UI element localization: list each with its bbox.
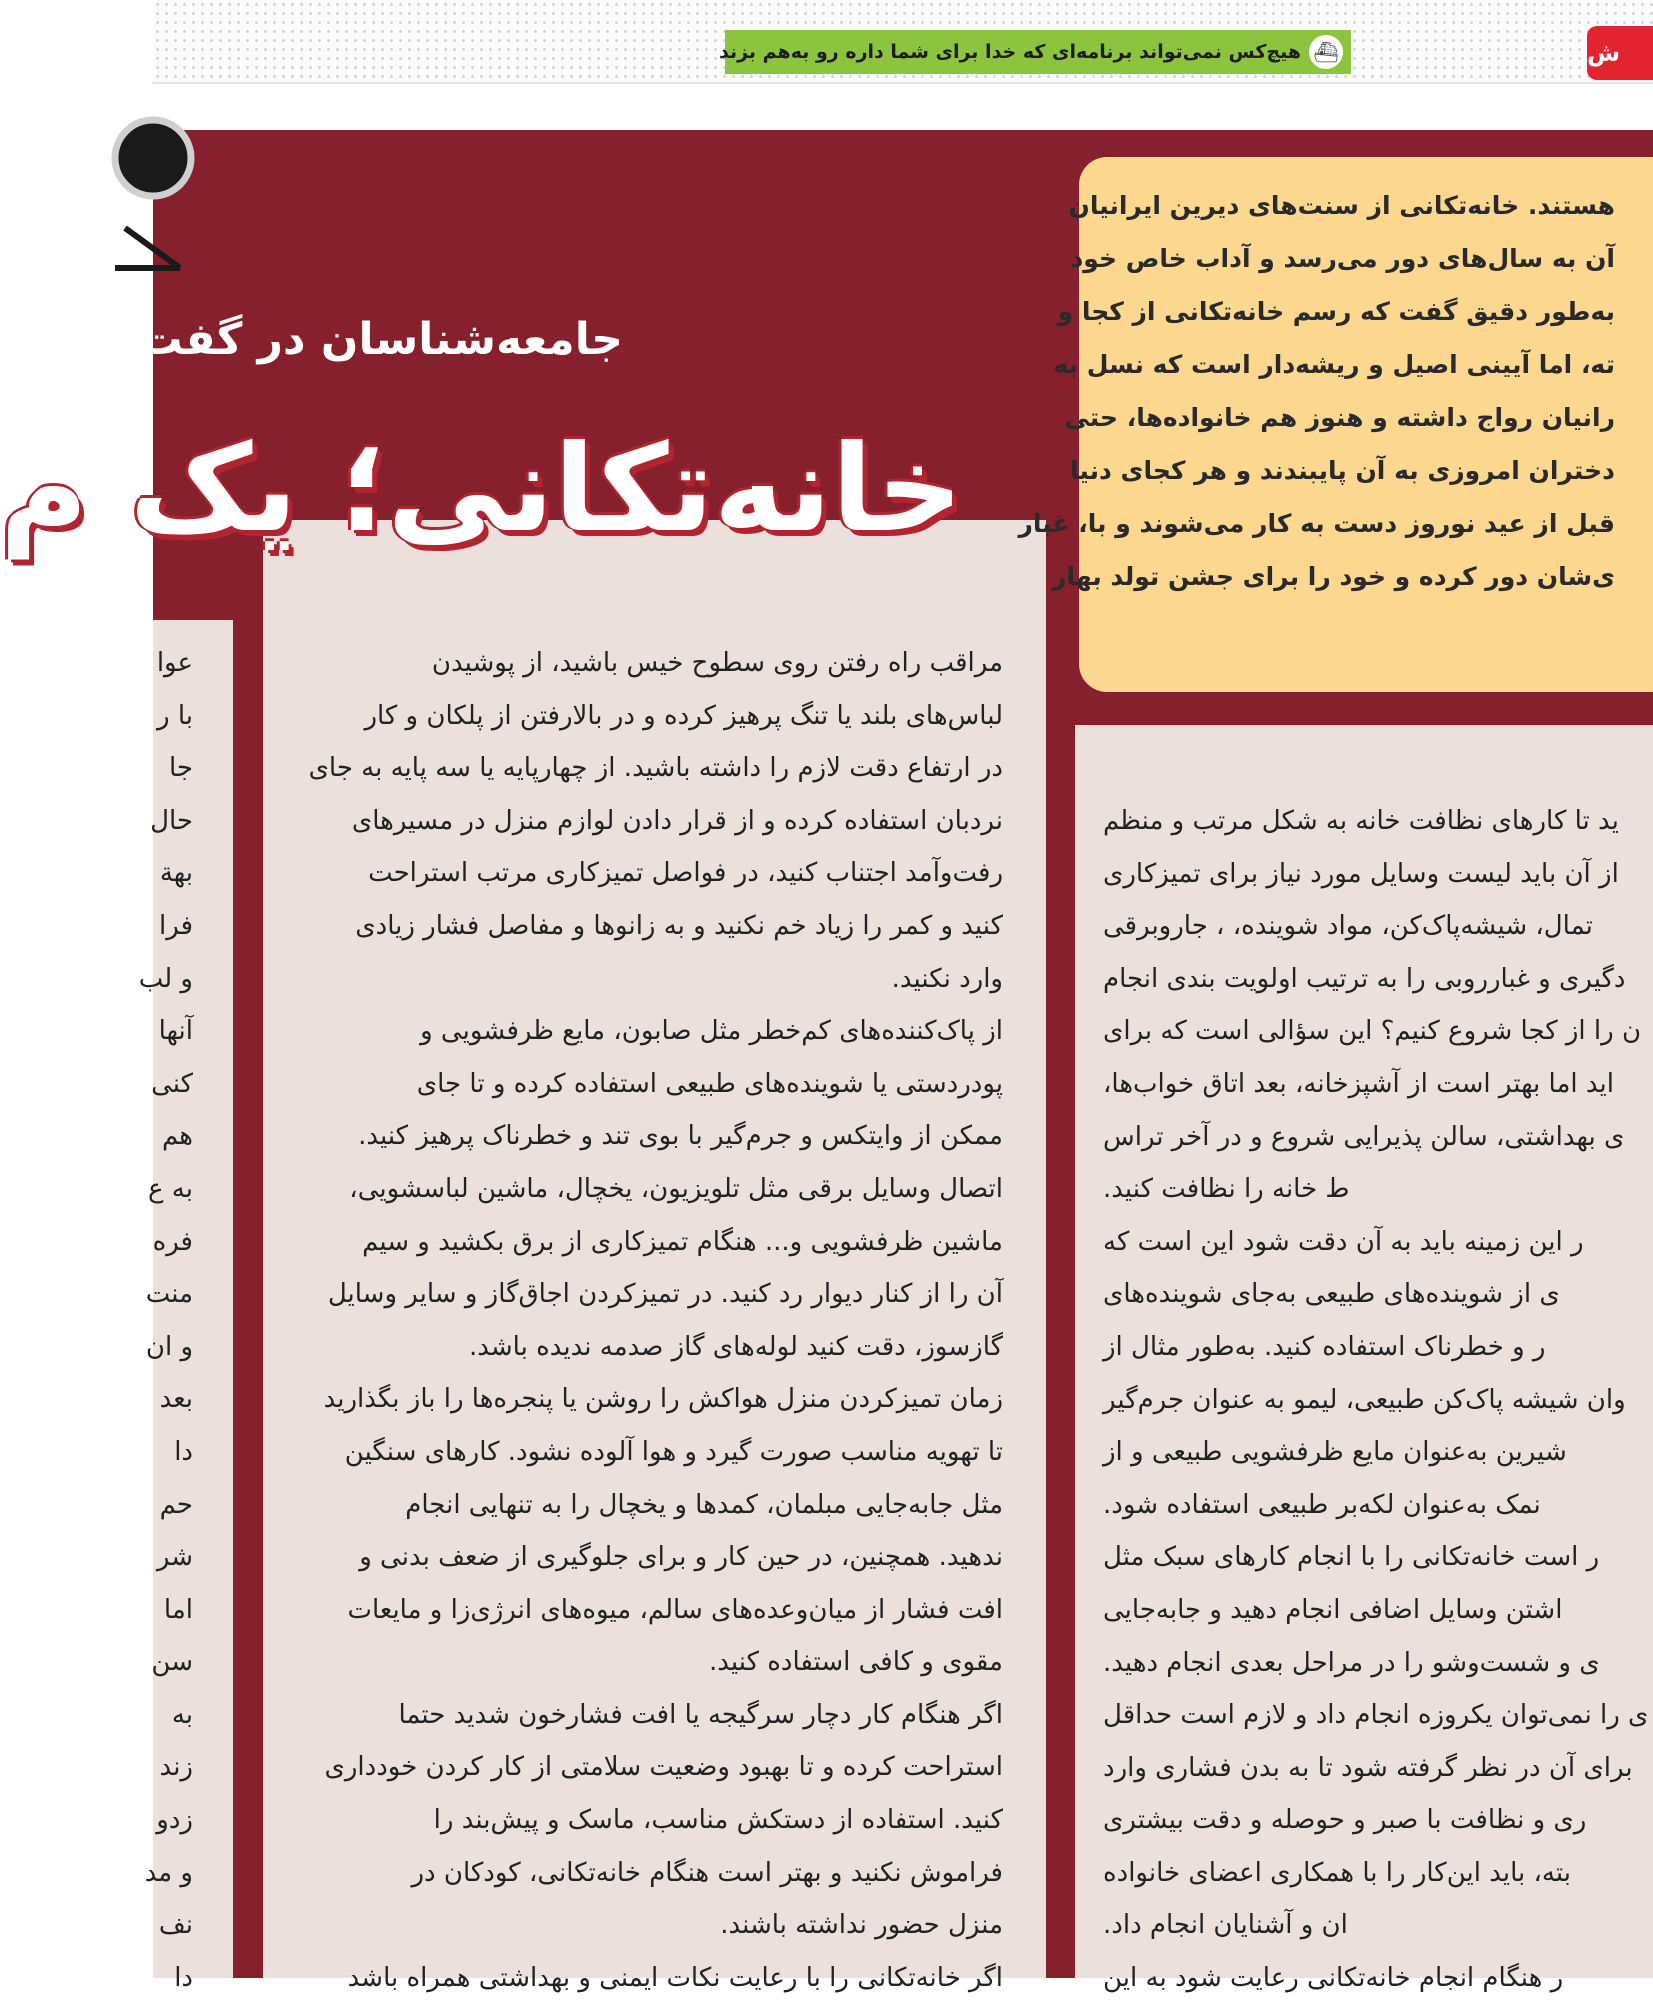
- text-line: گازسوز، دقت کنید لوله‌های گاز صدمه ندیده باشد.: [468, 1331, 1003, 1362]
- text-line: و لب: [138, 963, 193, 994]
- intro-box: [1018, 157, 1653, 692]
- article-kicker-text: جامعه‌شناسان در گفت‌وگ: [66, 314, 623, 365]
- left-column-text: [138, 637, 193, 1993]
- text-line: ری و نظافت با صبر و حوصله و دقت بیشتری: [1103, 1805, 1587, 1836]
- text-line: آن را از کنار دیوار رد کنید. در تمیزکردن اجاق‌گاز و سایر وسایل: [327, 1279, 1003, 1310]
- text-line: نف: [158, 1910, 193, 1941]
- text-line: دا: [174, 1436, 193, 1467]
- text-line: هم: [161, 1121, 193, 1152]
- intro-line: آن به سال‌های دور می‌رسد و آداب خاص خود: [1070, 244, 1615, 273]
- article-headline-text: خانه‌تکانی؛ یک م: [0, 420, 963, 559]
- text-line: فراموش نکنید و بهتر است هنگام خانه‌تکانی، کودکان در: [411, 1857, 1003, 1888]
- text-line: ر هنگام انجام خانه‌تکانی رعایت شود به این: [1103, 1963, 1564, 1994]
- text-line: حال: [150, 805, 193, 836]
- intro-line: به‌طور دقیق گفت که رسم خانه‌تکانی از کجا و: [1057, 297, 1615, 326]
- text-line: زدو: [156, 1805, 193, 1836]
- text-line: زمان تمیزکردن منزل هواکش را روشن یا پنجره‌ها را باز بگذارید: [323, 1384, 1003, 1415]
- text-line: بعد: [159, 1384, 193, 1415]
- text-line: استراحت کرده و تا بهبود وضعیت سلامتی از کار کردن خودداری: [324, 1752, 1003, 1783]
- text-line: در ارتفاع دقت لازم را داشته باشید. از چهارپایه یا سه پایه به جای: [308, 753, 1003, 784]
- text-line: ی از شوینده‌های طبیعی به‌جای شوینده‌های: [1103, 1279, 1560, 1310]
- text-line: ی بهداشتی، سالن پذیرایی شروع و در آخر تراس: [1103, 1121, 1625, 1152]
- text-line: به: [171, 1699, 193, 1730]
- text-line: نمک به‌عنوان لکه‌بر طبیعی استفاده شود.: [1103, 1489, 1541, 1520]
- section-tab: ش: [1587, 26, 1653, 80]
- text-line: ر است خانه‌تکانی را با انجام کارهای سبک مثل: [1103, 1542, 1600, 1573]
- text-line: مثل جابه‌جایی مبلمان، کمدها و یخچال را به تنهایی انجام: [405, 1489, 1003, 1520]
- text-line: اگر خانه‌تکانی را با رعایت نکات ایمنی و بهداشتی همراه باشد: [347, 1962, 1003, 1993]
- ship-icon: ⛴: [1309, 35, 1343, 69]
- intro-line: قبل از عید نوروز دست به کار می‌شوند و با، غبار: [1018, 509, 1615, 538]
- article-kicker: [66, 305, 623, 375]
- text-line: پودردستی یا شوینده‌های طبیعی استفاده کرده و تا جای: [416, 1068, 1003, 1099]
- text-line: برای آن در نظر گرفته شود تا به بدن فشاری وارد: [1103, 1752, 1633, 1783]
- text-line: جا: [169, 753, 193, 784]
- text-line: مقوی و کافی استفاده کنید.: [709, 1647, 1003, 1678]
- text-line: کنید. استفاده از دستکش مناسب، ماسک و پیش‌بند را: [433, 1805, 1003, 1836]
- text-line: ر این زمینه باید به آن دقت شود این است که: [1103, 1226, 1584, 1257]
- text-line: فره: [152, 1226, 193, 1257]
- text-line: ان و آشنایان انجام داد.: [1103, 1910, 1348, 1941]
- text-line: اید اما بهتر است از آشپزخانه، بعد اتاق خواب‌ها،: [1103, 1068, 1614, 1099]
- text-line: وان شیشه پاک‌کن طبیعی، لیمو به عنوان جرم‌گیر: [1103, 1384, 1626, 1415]
- text-line: با ر: [157, 700, 193, 731]
- text-line: ن را از کجا شروع کنیم؟ این سؤالی است که برای: [1103, 1016, 1642, 1047]
- text-line: بهة: [159, 858, 193, 889]
- text-line: ماشین ظرفشویی و... هنگام تمیزکاری از برق بکشید و سیم: [362, 1226, 1003, 1257]
- text-line: اتصال وسایل برقی مثل تلویزیون، یخچال، ماشین لباسشویی،: [349, 1173, 1003, 1204]
- text-line: عوا: [156, 648, 193, 678]
- text-line: دا: [174, 1962, 193, 1993]
- text-line: کنید و کمر را زیاد خم نکنید و به زانوها و مفاصل فشار زیادی: [355, 910, 1003, 941]
- text-line: حم: [159, 1489, 193, 1520]
- intro-line: ی‌شان دور کرده و خود را برای جشن تولد بهار: [1052, 562, 1615, 591]
- text-line: ر و خطرناک استفاده کنید. به‌طور مثال از: [1103, 1331, 1546, 1362]
- text-line: منزل حضور نداشته باشند.: [720, 1910, 1003, 1941]
- text-line: مراقب راه رفتن روی سطوح خیس باشید، از پوشیدن: [431, 648, 1003, 678]
- text-line: فرا: [159, 910, 193, 941]
- text-line: ید تا کارهای نظافت خانه به شکل مرتب و منظم: [1103, 806, 1619, 836]
- slogan-text: هیچ‌کس نمی‌تواند برنامه‌ای که خدا برای شما داره رو به‌هم بزند: [718, 41, 1301, 63]
- text-line: کنی: [151, 1068, 193, 1099]
- text-line: ی و شست‌وشو را در مراحل بعدی انجام دهید.: [1103, 1647, 1600, 1678]
- text-line: ی را نمی‌توان یکروزه انجام داد و لازم است حداقل: [1103, 1700, 1649, 1731]
- text-line: بته، باید این‌کار را با همکاری اعضای خانواده: [1103, 1857, 1571, 1888]
- text-line: اشتن وسایل اضافی انجام دهید و جابه‌جایی: [1103, 1594, 1563, 1625]
- slogan-banner: [718, 30, 1351, 74]
- text-line: دگیری و غبارروبی را به ترتیب اولویت بندی انجام: [1103, 963, 1626, 994]
- text-line: شیرین به‌عنوان مایع ظرفشویی طبیعی و از: [1103, 1437, 1567, 1468]
- text-line: از آن باید لیست وسایل مورد نیاز برای تمیزکاری: [1103, 858, 1619, 889]
- text-line: تمال، شیشه‌پاک‌کن، مواد شوینده، ، جاروبرقی: [1103, 911, 1593, 942]
- text-line: سن: [151, 1647, 193, 1678]
- text-line: نردبان استفاده کرده و از قرار دادن لوازم منزل در مسیرهای: [351, 805, 1003, 836]
- text-line: لباس‌های بلند یا تنگ پرهیز کرده و در بالارفتن از پلکان و کار: [364, 700, 1003, 731]
- intro-line: دختران امروزی به آن پایبندند و هر کجای دنیا: [1070, 456, 1615, 485]
- text-line: افت فشار از میان‌وعده‌های سالم، میوه‌های انرژی‌زا و مایعات: [347, 1594, 1003, 1625]
- intro-line: رانیان رواج داشته و هنوز هم خانواده‌ها، حتی: [1064, 403, 1615, 432]
- text-line: تا تهویه مناسب صورت گیرد و هوا آلوده نشود. کارهای سنگین: [344, 1436, 1003, 1467]
- text-line: وارد نکنید.: [891, 963, 1003, 994]
- text-line: زند: [159, 1752, 193, 1783]
- text-line: اگر هنگام کار دچار سرگیجه یا افت فشارخون شدید حتما: [398, 1699, 1003, 1730]
- text-line: به ع: [148, 1173, 193, 1204]
- text-line: و مد: [144, 1857, 193, 1888]
- text-line: اما: [163, 1594, 193, 1625]
- text-line: ط خانه را نظافت کنید.: [1103, 1174, 1350, 1205]
- text-line: رفت‌وآمد اجتناب کنید، در فواصل تمیزکاری مرتب استراحت: [368, 858, 1003, 889]
- text-line: ممکن از وایتکس و جرم‌گیر با بوی تند و خطرناک پرهیز کنید.: [358, 1121, 1003, 1152]
- text-line: ندهید. همچنین، در حین کار و برای جلوگیری از ضعف بدنی و: [359, 1542, 1003, 1573]
- text-line: منت: [145, 1279, 193, 1310]
- text-line: آنها: [158, 1016, 193, 1047]
- intro-line: هستند. خانه‌تکانی از سنت‌های دیرین ایرانیان: [1068, 191, 1615, 220]
- text-line: شر: [156, 1542, 193, 1573]
- text-line: از پاک‌کننده‌های کم‌خطر مثل صابون، مایع ظرفشویی و: [420, 1016, 1003, 1047]
- magnifier-icon: [125, 118, 235, 268]
- text-line: و ان: [145, 1331, 193, 1362]
- article-headline: [0, 405, 963, 575]
- right-column-text: [1103, 795, 1653, 1994]
- middle-column-text: [303, 637, 1003, 1993]
- intro-line: ته، اما آیینی اصیل و ریشه‌دار است که نسل به: [1053, 350, 1615, 379]
